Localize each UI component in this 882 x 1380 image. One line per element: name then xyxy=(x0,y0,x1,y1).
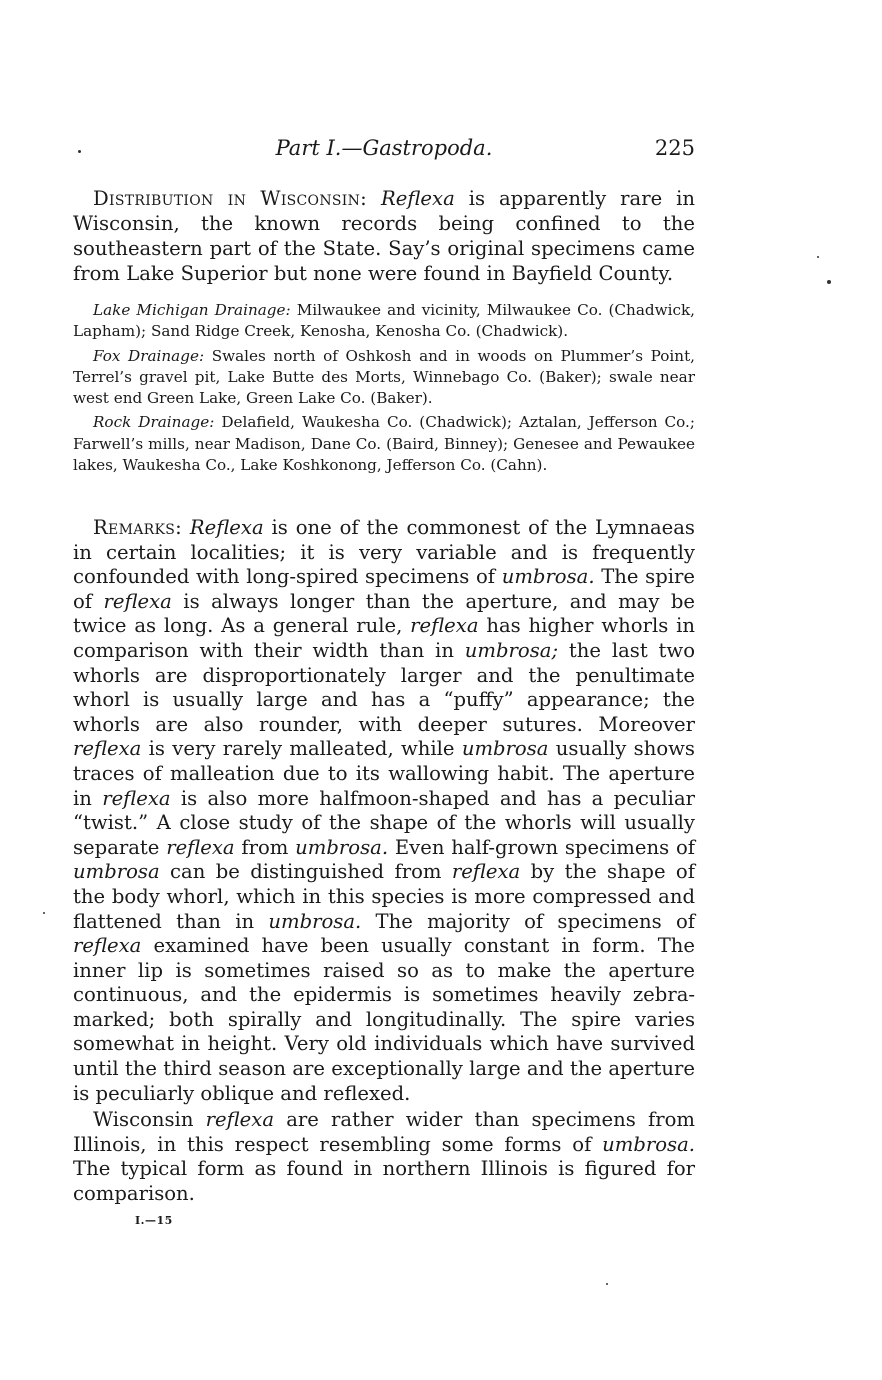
speck-mark xyxy=(78,150,81,153)
record-drainage: Lake Michigan Drainage: xyxy=(93,301,291,319)
italic-term: umbrosa. xyxy=(501,565,595,589)
italic-term: umbrosa. xyxy=(602,1132,695,1156)
italic-term: reflexa xyxy=(166,835,235,859)
record-drainage: Fox Drainage: xyxy=(93,346,205,365)
running-title: Part I.—Gastropoda. xyxy=(275,136,493,160)
text-run: is also more halfmoon-shaped and has a peculiar “twist.” A close study of the shape of the whorls will usually separate xyxy=(73,786,695,859)
record-fox xyxy=(73,346,695,410)
italic-term: reflexa xyxy=(451,860,521,884)
record-rock xyxy=(73,412,695,476)
distribution-text: is apparently rare in Wisconsin, the known records being confined to the southeastern part of the State. Say’s original specimens came from Lake Superior but none were found in Bayfield County. xyxy=(73,187,695,285)
text-run: are rather wider than specimens from Illinois, in this respect resembling some forms of xyxy=(73,1108,695,1156)
italic-term: reflexa xyxy=(73,737,142,761)
speck-mark xyxy=(827,280,831,284)
remarks-paragraph-2 xyxy=(73,1108,695,1206)
italic-term: umbrosa xyxy=(73,860,160,884)
record-localities: Swales north of Oshkosh and in woods on Plummer’s Point, Terrel’s gravel pit, Lake Butte des Morts, Winnebago Co. (Baker); swale near west end Green Lake, Green Lake Co. (Baker). xyxy=(73,346,696,408)
text-run: The spire of xyxy=(73,565,695,613)
distribution-heading: Distribution in Wisconsin: xyxy=(93,187,368,210)
record-localities: Milwaukee and vicinity, Milwaukee Co. (Chadwick, Lapham); Sand Ridge Creek, Kenosha, Kenosha Co. (Chadwick). xyxy=(73,301,696,341)
text-run: usually shows traces of malleation due to its wallowing habit. The aperture in xyxy=(73,737,695,810)
signature-mark: I.—15 xyxy=(135,1214,173,1227)
text-run: can be distinguished from xyxy=(159,860,452,884)
text-run: examined have been usually constant in form. The inner lip is sometimes raised so as to make the aperture continuous, and the epidermis is sometimes heavily zebra-marked; both spirally and longitudinally. The spire varies somewhat in height. Very old individuals which have survived until the third season are exceptionally large and the aperture is peculiarly oblique and reflexed. xyxy=(73,934,695,1105)
italic-term: umbrosa; xyxy=(464,638,559,662)
italic-term: reflexa xyxy=(102,786,171,810)
text-run: Wisconsin xyxy=(93,1108,206,1132)
record-drainage: Rock Drainage: xyxy=(93,413,215,432)
remarks-heading: Remarks: xyxy=(93,516,183,539)
italic-term: Reflexa xyxy=(189,516,264,539)
italic-term: reflexa xyxy=(73,934,142,958)
running-header xyxy=(73,136,695,166)
text-run: is always longer than the aperture, and may be twice as long. As a general rule, xyxy=(73,589,695,638)
book-page xyxy=(73,0,695,1380)
text-run: The typical form as found in northern Illinois is figured for comparison. xyxy=(73,1157,695,1206)
text-run: from xyxy=(234,835,296,859)
speck-mark xyxy=(43,912,45,914)
text-run: is one of the commonest of the Lymnaeas in certain localities; it is very variable and is frequently confounded with long-spired specimens of xyxy=(73,516,695,589)
italic-term: umbrosa. xyxy=(268,909,362,933)
text-run: is very rarely malleated, while xyxy=(141,737,462,761)
text-run: the last two whorls are disproportionately larger and the penultimate whorl is usually large and has a “puffy” appearance; the whorls are also rounder, with deeper sutures. Moreover xyxy=(73,638,696,736)
speck-mark xyxy=(817,256,819,258)
italic-term: reflexa xyxy=(410,614,479,638)
italic-term: reflexa xyxy=(205,1108,275,1132)
record-localities: Delafield, Waukesha Co. (Chadwick); Aztalan, Jefferson Co.; Farwell’s mills, near Madison, Dane Co. (Baird, Binney); Genesee and Pewaukee lakes, Waukesha Co., Lake Koshkonong, Jefferson Co. (Cahn). xyxy=(73,413,695,475)
speck-mark xyxy=(606,1283,608,1285)
remarks-section xyxy=(73,516,695,1207)
italic-term: reflexa xyxy=(103,589,172,613)
distribution-paragraph xyxy=(73,186,695,286)
italic-term: umbrosa. xyxy=(295,835,389,859)
text-run: The majority of specimens of xyxy=(361,909,696,933)
locality-records xyxy=(73,300,695,479)
text-run: has higher whorls in comparison with their width than in xyxy=(73,614,695,662)
remarks-paragraph-1 xyxy=(73,516,695,1106)
text-run: Even half-grown specimens of xyxy=(388,835,696,859)
distribution-species: Reflexa xyxy=(381,187,455,210)
record-lake-michigan xyxy=(73,300,695,343)
page-number: 225 xyxy=(654,136,695,160)
italic-term: umbrosa xyxy=(461,737,549,761)
text-run: by the shape of the body whorl, which in this species is more compressed and flattened than in xyxy=(73,860,695,933)
